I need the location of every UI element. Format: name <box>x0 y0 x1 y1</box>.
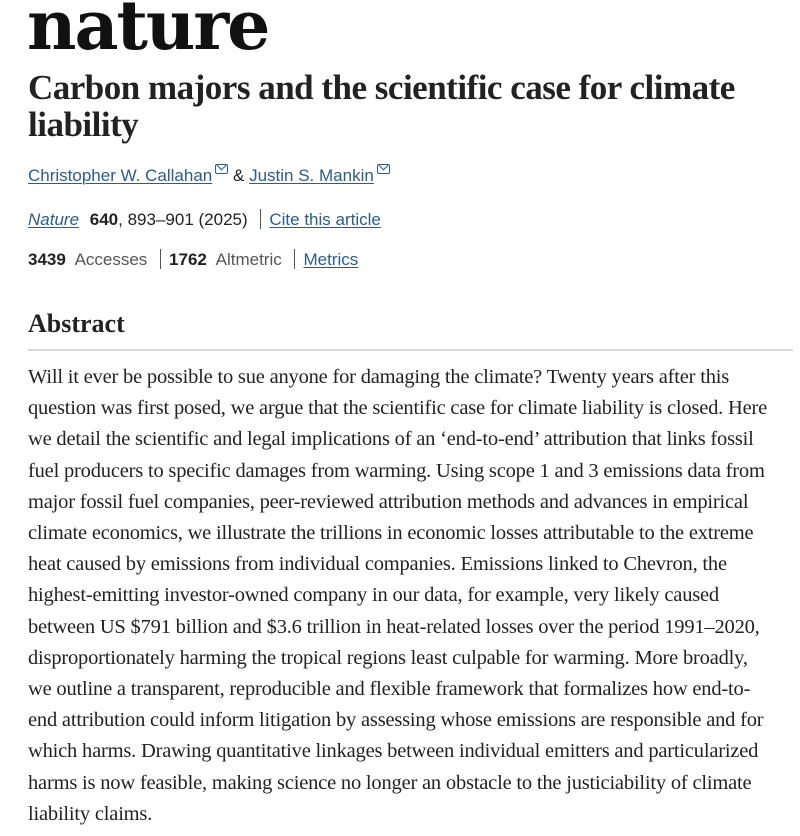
author-list <box>28 164 390 186</box>
abstract-body <box>28 362 798 830</box>
metrics-link[interactable]: Metrics <box>303 250 359 269</box>
accesses-label: Accesses <box>74 250 148 269</box>
journal-link[interactable]: Nature <box>28 210 80 229</box>
abstract-line: liability claims. <box>28 802 153 825</box>
cite-article-link[interactable]: Cite this article <box>269 210 381 229</box>
article-title: Carbon majors and the scientific case for climate liability <box>28 68 735 144</box>
author-separator: & <box>233 166 245 185</box>
altmetric-label: Altmetric <box>215 250 282 269</box>
abstract-line: major fossil fuel companies, peer-reviewed attribution methods and advances in empirical <box>28 490 749 513</box>
section-divider <box>28 349 793 351</box>
journal-logo[interactable]: nature <box>27 0 269 66</box>
abstract-line: climate economics, we illustrate the trillions in economic losses attributable to the extreme <box>28 522 754 545</box>
email-icon[interactable] <box>215 164 228 174</box>
abstract-line: end attribution could inform litigation by assessing whose emissions are responsible and for <box>28 709 764 732</box>
email-icon[interactable] <box>377 164 390 174</box>
citation-line <box>28 209 381 230</box>
abstract-line: question was first posed, we argue that the scientific case for climate liability is closed. Here <box>28 397 768 420</box>
metrics-line <box>28 249 358 270</box>
divider <box>294 249 295 269</box>
divider <box>260 209 261 229</box>
altmetric-count: 1762 <box>169 250 207 269</box>
abstract-line: we detail the scientific and legal implications of an ‘end-to-end’ attribution that links fossil <box>28 428 754 451</box>
abstract-heading: Abstract <box>28 309 125 338</box>
abstract-line: we outline a transparent, reproducible and flexible framework that formalizes how end-to- <box>28 678 751 701</box>
abstract-line: Will it ever be possible to sue anyone for damaging the climate? Twenty years after this <box>28 366 730 388</box>
author-link-callahan[interactable]: Christopher W. Callahan <box>28 166 213 185</box>
abstract-line: harms is now feasible, making science no longer an obstacle to the justiciability of climate <box>28 771 752 794</box>
abstract-line: disproportionately harming the tropical regions least culpable for warming. More broadly, <box>28 646 748 669</box>
pages-year: , 893–901 (2025) <box>118 210 248 229</box>
abstract-line: highest-emitting investor-owned company in our data, for example, very likely caused <box>28 584 719 607</box>
abstract-line: which harms. Drawing quantitative linkages between individual emitters and particularized <box>28 740 759 763</box>
divider <box>160 249 161 269</box>
abstract-line: fuel producers to specific damages from warming. Using scope 1 and 3 emissions data from <box>28 459 765 482</box>
abstract-line: between US $791 billion and $3.6 trillion in heat-related losses over the period 1991–2020, <box>28 615 760 638</box>
author-link-mankin[interactable]: Justin S. Mankin <box>249 166 374 185</box>
accesses-count: 3439 <box>28 250 66 269</box>
abstract-line: heat caused by emissions from individual companies. Emissions linked to Chevron, the <box>28 553 727 576</box>
volume-number: 640 <box>89 210 119 229</box>
